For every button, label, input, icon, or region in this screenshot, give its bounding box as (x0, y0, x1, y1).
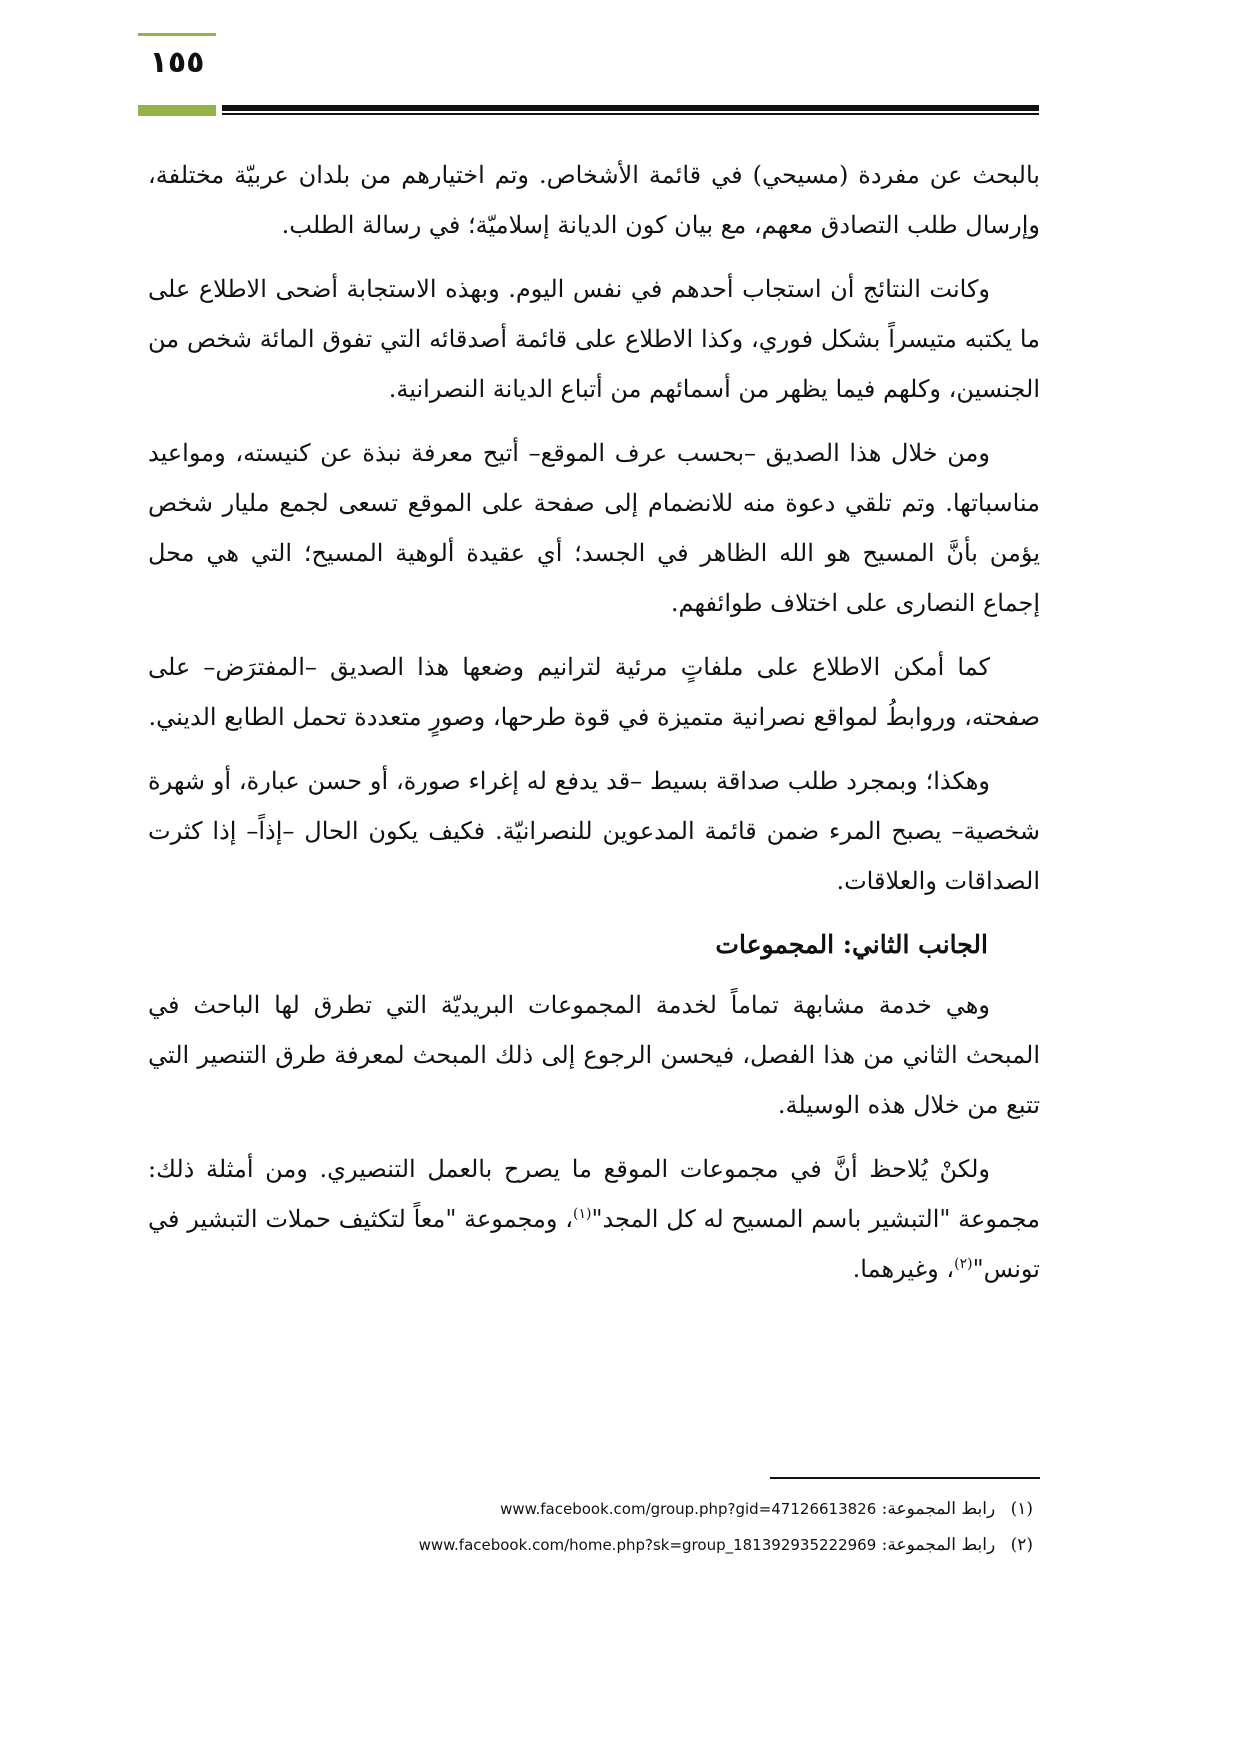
paragraph-4: كما أمكن الاطلاع على ملفاتٍ مرئية لترانيم وضعها هذا الصديق –المفترَض– على صفحته، وروابطُ لمواقع نصرانية متميزة في قوة طرحها، وصورٍ متعددة تحمل الطابع الديني. (148, 653, 1040, 731)
paragraph-6: وهي خدمة مشابهة تماماً لخدمة المجموعات البريديّة التي تطرق لها الباحث في المبحث الثاني من هذا الفصل، فيحسن الرجوع إلى ذلك المبحث لمعرفة طرق التنصير التي تتبع من خلال هذه الوسيلة. (148, 991, 1040, 1119)
paragraph-2: وكانت النتائج أن استجاب أحدهم في نفس اليوم. وبهذه الاستجابة أضحى الاطلاع على ما يكتبه متيسراً بشكل فوري، وكذا الاطلاع على قائمة أصدقائه التي تفوق المائة شخص من الجنسين، وكلهم فيما يظهر من أسمائهم من أتباع الديانة النصرانية. (148, 275, 1041, 403)
footnote-1 (148, 1498, 1033, 1520)
footnote-url[interactable]: www.facebook.com/group.php?gid=47126613826 (500, 1500, 877, 1518)
paragraph-3: ومن خلال هذا الصديق –بحسب عرف الموقع– أتيح معرفة نبذة عن كنيسته، ومواعيد مناسباتها. وتم تلقي دعوة منه للانضمام إلى صفحة على الموقع تسعى لجمع مليار شخص يؤمن بأنَّ المسيح هو الله الظاهر في الجسد؛ أي عقيدة ألوهية المسيح؛ التي هي محل إجماع النصارى على اختلاف طوائفهم. (148, 439, 1040, 617)
paragraph-7-text-c: ، وغيرهما. (852, 1255, 955, 1283)
page-body (148, 150, 1040, 1308)
footnote-ref-2[interactable]: (٢) (954, 1256, 973, 1272)
header-rule-thin (222, 113, 1039, 115)
paragraph-1: بالبحث عن مفردة (مسيحي) في قائمة الأشخاص. وتم اختيارهم من بلدان عربيّة مختلفة، وإرسال طلب التصادق معهم، مع بيان كون الديانة إسلاميّة؛ في رسالة الطلب. (148, 161, 1040, 239)
footnote-url[interactable]: www.facebook.com/home.php?sk=group_181392935222969 (418, 1536, 877, 1554)
footnote-label: رابط المجموعة: (881, 1535, 996, 1555)
paragraph-7-text-b: ، ومجموعة "معاً لتكثيف حملات التبشير في تونس" (148, 1205, 1040, 1283)
paragraph-5: وهكذا؛ وبمجرد طلب صداقة بسيط –قد يدفع له إغراء صورة، أو حسن عبارة، أو شهرة شخصية– يصبح المرء ضمن قائمة المدعوين للنصرانيّة. فكيف يكون الحال –إذاً– إذا كثرت الصداقات والعلاقات. (148, 767, 1040, 895)
paragraph-7-text-a: ولكنْ يُلاحظ أنَّ في مجموعات الموقع ما يصرح بالعمل التنصيري. ومن أمثلة ذلك: مجموعة "التبشير باسم المسيح له كل المجد" (148, 1155, 1040, 1233)
header-rule-thick (222, 105, 1039, 111)
page-number: ١٥٥ (149, 45, 205, 80)
footnote-label: رابط المجموعة: (881, 1499, 996, 1519)
header-accent-bar-top (138, 33, 216, 36)
footnote-number: (١) (1010, 1499, 1033, 1519)
section-heading: الجانب الثاني: المجموعات (715, 930, 988, 959)
footnotes (148, 1498, 1033, 1570)
header-accent-bar-bottom (138, 105, 216, 116)
paragraph-7 (148, 1144, 1040, 1294)
footnote-2 (148, 1534, 1033, 1556)
footnote-ref-1[interactable]: (١) (573, 1206, 592, 1222)
footnote-separator (770, 1477, 1040, 1479)
footnote-number: (٢) (1010, 1535, 1033, 1555)
